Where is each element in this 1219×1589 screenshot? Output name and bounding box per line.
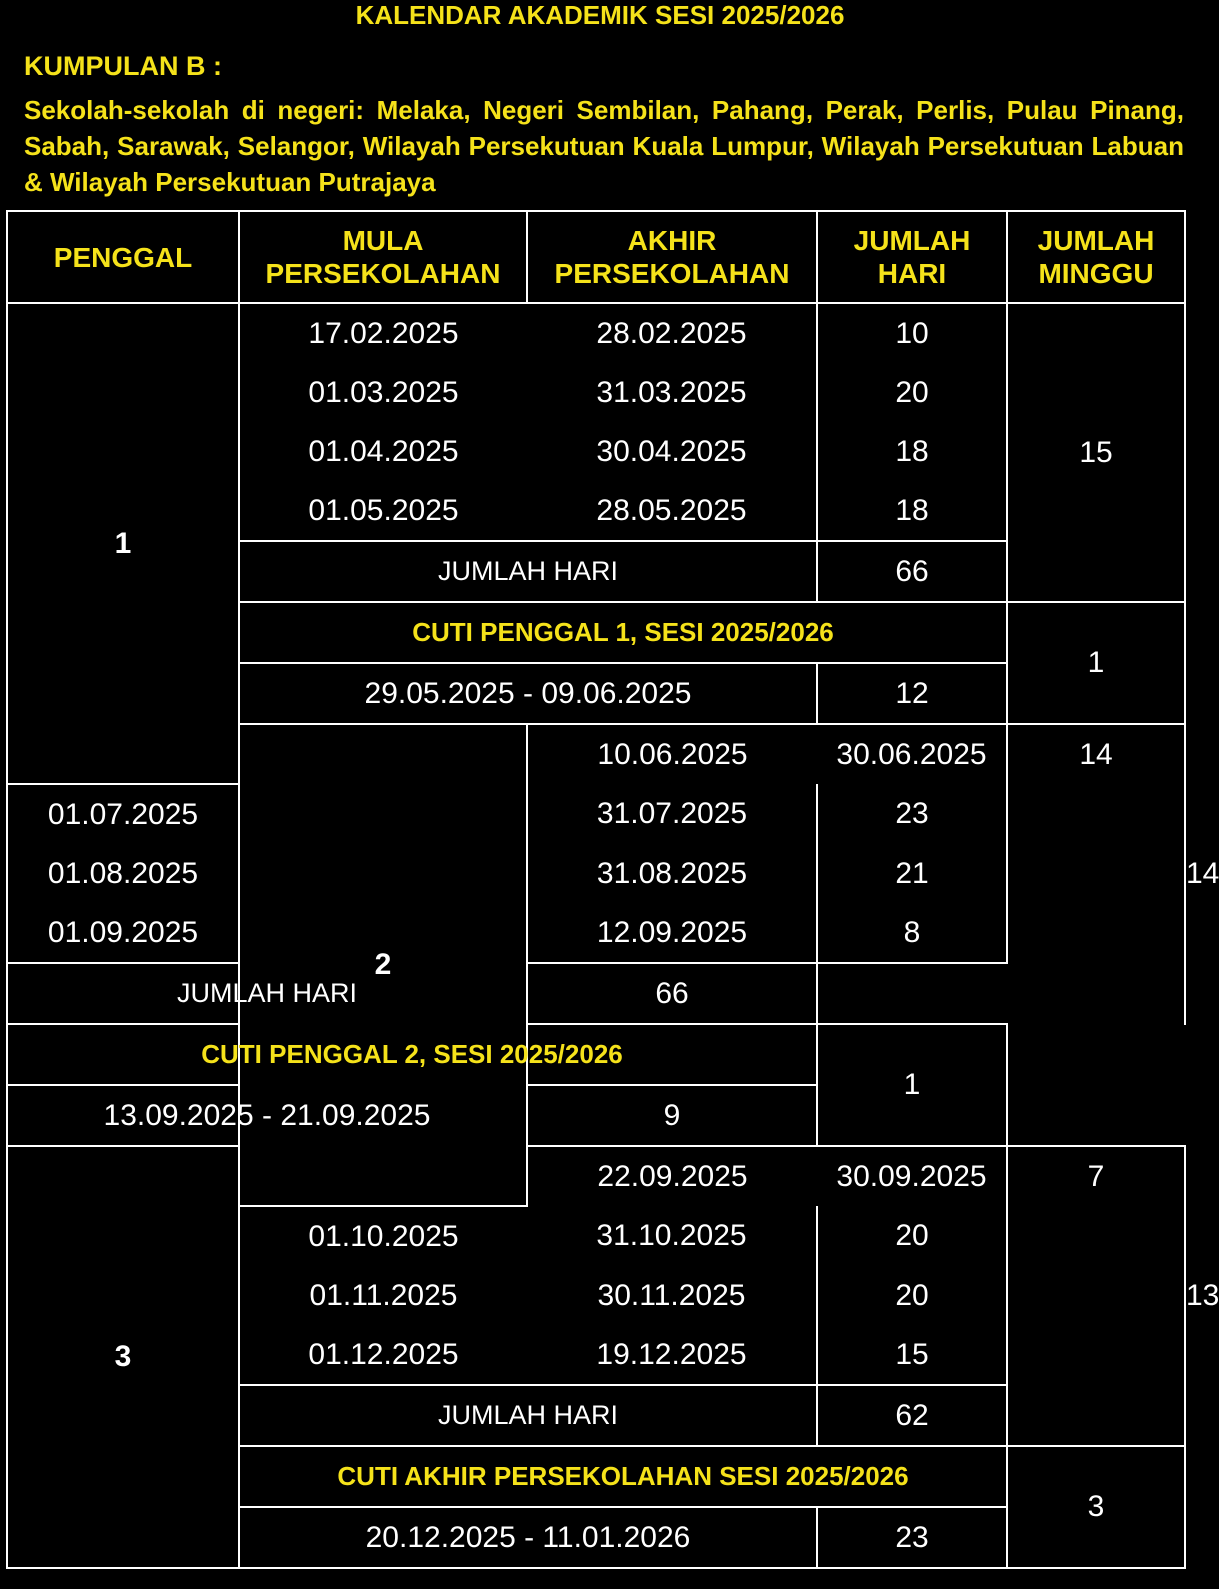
table-row: 2 10.06.2025 30.06.2025 14 14 [7,724,1185,784]
holiday-range: 13.09.2025 - 21.09.2025 [7,1085,527,1146]
header-jumlah-hari: JUMLAH HARI [817,211,1007,303]
term-number: 2 [239,724,527,1206]
header-jumlah-minggu: JUMLAH MINGGU [1007,211,1185,303]
total-label: JUMLAH HARI [7,963,527,1024]
holiday-range: 20.12.2025 - 11.01.2026 [239,1507,817,1568]
end-date: 12.09.2025 [527,903,817,963]
end-date: 28.05.2025 [527,481,817,541]
end-date: 19.12.2025 [527,1325,817,1385]
days-count: 7 [1007,1146,1185,1206]
days-count: 18 [817,422,1007,481]
header-penggal: PENGGAL [7,211,239,303]
days-count: 15 [817,1325,1007,1385]
days-count: 10 [817,303,1007,363]
holiday-range: 29.05.2025 - 09.06.2025 [239,663,817,724]
holiday-range-row [7,1085,1185,1146]
page-title: KALENDAR AKADEMIK SESI 2025/2026 [355,0,845,30]
end-date: 30.11.2025 [527,1266,817,1325]
table-row [7,903,1185,963]
holiday-weeks: 3 [1007,1446,1185,1568]
total-row [7,963,1185,1024]
holiday-weeks: 1 [1007,602,1185,724]
days-count: 18 [817,481,1007,541]
start-date: 01.12.2025 [239,1325,527,1385]
holiday-weeks: 1 [817,1024,1007,1146]
total-days: 62 [817,1385,1007,1446]
states-description: Sekolah-sekolah di negeri: Melaka, Negeri Sembilan, Pahang, Perak, Perlis, Pulau Pinang, Sabah, Sarawak, Selangor, Wilayah Persekutuan Kuala Lumpur, Wilayah Persekutuan Labuan & Wilayah Persekutuan Putrajaya [24,95,1184,197]
start-date: 17.02.2025 [239,303,527,363]
start-date: 01.08.2025 [7,844,239,903]
days-count: 20 [817,1266,1007,1325]
holiday-title-row [7,1024,1185,1085]
total-label: JUMLAH HARI [239,1385,817,1446]
days-count: 20 [817,1206,1007,1266]
start-date: 01.07.2025 [7,784,239,844]
table-row [7,303,1185,363]
end-date: 31.08.2025 [527,844,817,903]
term-number: 3 [7,1146,239,1568]
holiday-title: CUTI AKHIR PERSEKOLAHAN SESI 2025/2026 [239,1446,1007,1507]
start-date: 01.04.2025 [239,422,527,481]
days-count: 8 [817,903,1007,963]
total-label: JUMLAH HARI [239,541,817,602]
term-number: 1 [7,303,239,784]
weeks-count: 15 [1007,303,1185,602]
total-days: 66 [817,541,1007,602]
header-akhir: AKHIR PERSEKOLAHAN [527,211,817,303]
header-mula: MULA PERSEKOLAHAN [239,211,527,303]
start-date: 10.06.2025 [527,724,817,784]
table-row: 3 22.09.2025 30.09.2025 7 13 [7,1146,1185,1206]
end-date: 30.09.2025 [817,1146,1007,1206]
end-date: 31.10.2025 [527,1206,817,1266]
start-date: 22.09.2025 [527,1146,817,1206]
holiday-days: 9 [527,1085,817,1146]
days-count: 14 [1007,724,1185,784]
holiday-title: CUTI PENGGAL 1, SESI 2025/2026 [239,602,1007,663]
start-date: 01.09.2025 [7,903,239,963]
holiday-days: 23 [817,1507,1007,1568]
holiday-days: 12 [817,663,1007,724]
end-date: 28.02.2025 [527,303,817,363]
start-date: 01.05.2025 [239,481,527,541]
days-count: 20 [817,363,1007,422]
end-date: 30.06.2025 [817,724,1007,784]
holiday-title: CUTI PENGGAL 2, SESI 2025/2026 [7,1024,817,1085]
start-date: 01.10.2025 [239,1206,527,1266]
days-count: 21 [817,844,1007,903]
end-date: 30.04.2025 [527,422,817,481]
group-label: KUMPULAN B : [24,51,222,81]
total-days: 66 [527,963,817,1024]
start-date: 01.03.2025 [239,363,527,422]
days-count: 23 [817,784,1007,844]
end-date: 31.07.2025 [527,784,817,844]
table-row [7,844,1185,903]
table-row [7,784,1185,844]
end-date: 31.03.2025 [527,363,817,422]
academic-calendar-table [6,210,1219,1569]
start-date: 01.11.2025 [239,1266,527,1325]
header-row [7,211,1185,303]
